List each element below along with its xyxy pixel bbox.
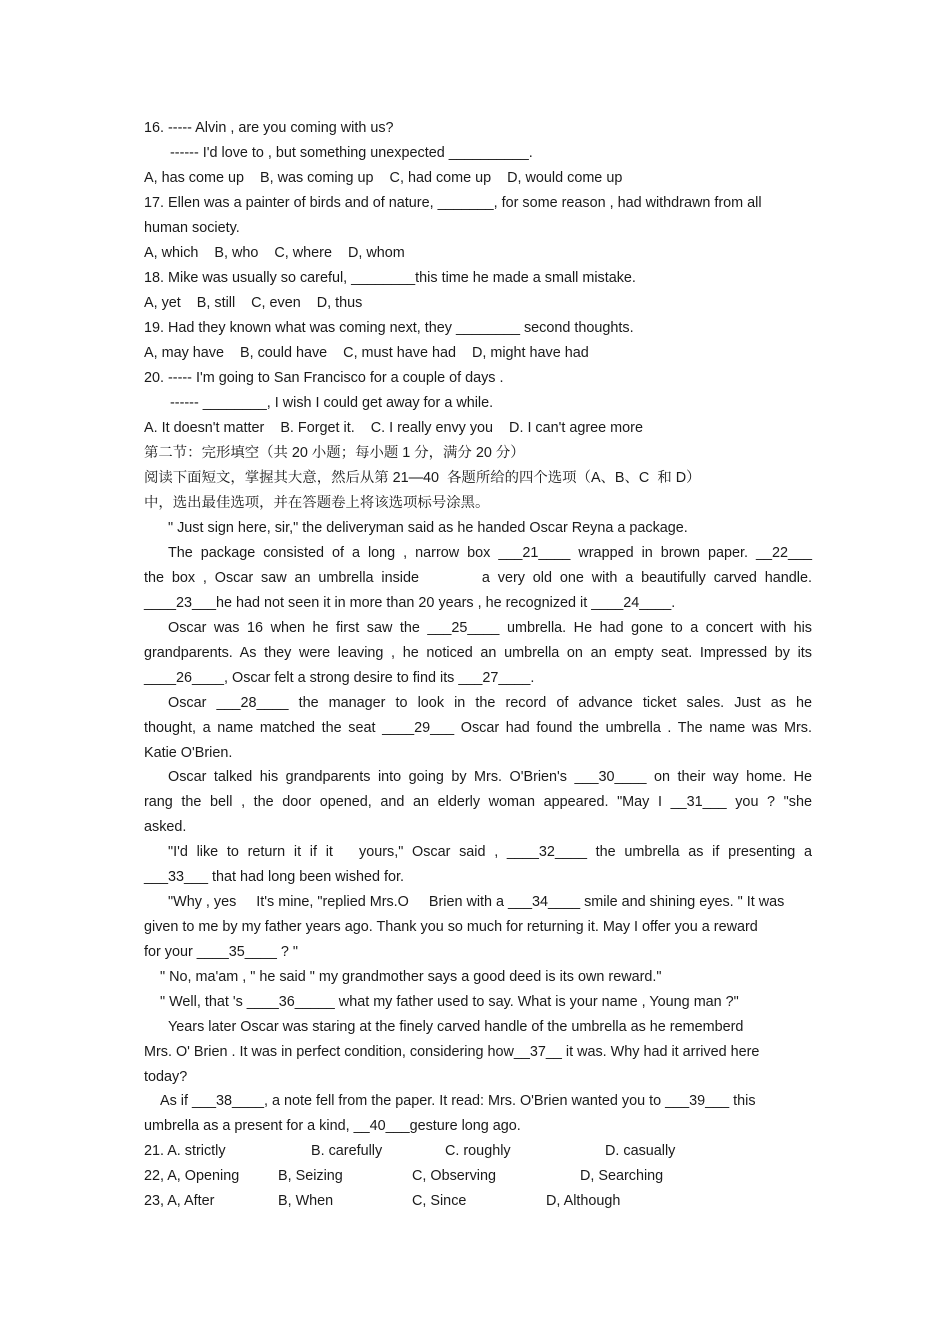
option-23-a: 23, A, After [144, 1193, 215, 1209]
question-17-cont: human society. [144, 220, 240, 236]
passage-line: "Why , yes It's mine, "replied Mrs.O Brien with a ___34____ smile and shining eyes. " It was [168, 894, 785, 910]
question-16-reply: ------ I'd love to , but something unexpected __________. [170, 145, 533, 161]
question-20-options: A. It doesn't matter B. Forget it. C. I really envy you D. I can't agree more [144, 420, 643, 436]
passage-line: ____23___he had not seen it in more than 20 years , he recognized it ____24____. [144, 595, 676, 611]
option-23-d: D, Although [546, 1193, 621, 1209]
question-16-options: A, has come up B, was coming up C, had come up D, would come up [144, 170, 623, 186]
question-16: 16. ----- Alvin , are you coming with us? [144, 120, 394, 136]
passage-line: " No, ma'am , " he said " my grandmother says a good deed is its own reward." [160, 969, 662, 985]
passage-line: As if ___38____, a note fell from the paper. It read: Mrs. O'Brien wanted you to ___39___ this [160, 1093, 756, 1109]
passage-line: for your ____35____ ? " [144, 944, 298, 960]
passage-line: ____26____, Oscar felt a strong desire to find its ___27____. [144, 670, 535, 686]
passage-line: rang the bell , the door opened, and an elderly woman appeared. "May I __31___ you ? "she [144, 794, 812, 810]
option-23-c: C, Since [412, 1193, 467, 1209]
question-20-reply: ------ ________, I wish I could get away for a while. [170, 395, 494, 411]
passage-line: The package consisted of a long , narrow box ___21____ wrapped in brown paper. __22___ [168, 545, 812, 561]
section-instructions: 阅读下面短文，掌握其大意，然后从第 21—40 各题所给的四个选项（A、B、C 和 D） [144, 470, 701, 486]
question-18-options: A, yet B, still C, even D, thus [144, 295, 363, 311]
passage-line: today? [144, 1069, 188, 1085]
passage-line: Years later Oscar was staring at the finely carved handle of the umbrella as he rememberd [168, 1019, 744, 1035]
passage-line: ___33___ that had long been wished for. [144, 869, 405, 885]
passage-line: "I'd like to return it if it yours," Oscar said , ____32____ the umbrella as if presenting a [168, 844, 812, 860]
question-20: 20. ----- I'm going to San Francisco for a couple of days . [144, 370, 504, 386]
question-18: 18. Mike was usually so careful, ________this time he made a small mistake. [144, 270, 636, 286]
question-17: 17. Ellen was a painter of birds and of nature, _______, for some reason , had withdrawn from all [144, 195, 762, 211]
passage-line: Mrs. O' Brien . It was in perfect condition, considering how__37__ it was. Why had it arrived here [144, 1044, 760, 1060]
option-22-d: D, Searching [580, 1168, 664, 1184]
option-21-b: B. carefully [311, 1143, 383, 1159]
option-21-a: 21. A. strictly [144, 1143, 226, 1159]
passage-line: asked. [144, 819, 187, 835]
passage-line: the box , Oscar saw an umbrella inside a very old one with a beautifully carved handle. [144, 570, 812, 586]
section-instructions-cont: 中，选出最佳选项，并在答题卷上将该选项标号涂黑。 [144, 495, 490, 511]
question-19-options: A, may have B, could have C, must have had D, might have had [144, 345, 589, 361]
option-21-d: D. casually [605, 1143, 676, 1159]
passage-line: Katie O'Brien. [144, 745, 233, 761]
passage-line: given to me by my father years ago. Thank you so much for returning it. May I offer you a reward [144, 919, 758, 935]
passage-line: thought, a name matched the seat ____29___ Oscar had found the umbrella . The name was Mrs. [144, 720, 812, 736]
question-19: 19. Had they known what was coming next, they ________ second thoughts. [144, 320, 634, 336]
passage-line: Oscar ___28____ the manager to look in the record of advance ticket sales. Just as he [168, 695, 812, 711]
option-23-b: B, When [278, 1193, 334, 1209]
passage-line: Oscar talked his grandparents into going by Mrs. O'Brien's ___30____ on their way home. He [168, 769, 812, 785]
question-17-options: A, which B, who C, where D, whom [144, 245, 405, 261]
option-22-c: C, Observing [412, 1168, 496, 1184]
option-22-a: 22, A, Opening [144, 1168, 240, 1184]
passage-line: umbrella as a present for a kind, __40___gesture long ago. [144, 1118, 521, 1134]
option-22-b: B, Seizing [278, 1168, 343, 1184]
passage-line: " Well, that 's ____36_____ what my father used to say. What is your name , Young man ?" [160, 994, 739, 1010]
passage-line: " Just sign here, sir," the deliveryman said as he handed Oscar Reyna a package. [168, 520, 688, 536]
section-heading: 第二节：完形填空（共 20 小题；每小题 1 分，满分 20 分） [144, 445, 525, 461]
passage-line: Oscar was 16 when he first saw the ___25____ umbrella. He had gone to a concert with his [168, 620, 812, 636]
passage-line: grandparents. As they were leaving , he noticed an umbrella on an empty seat. Impressed by its [144, 645, 812, 661]
option-21-c: C. roughly [445, 1143, 511, 1159]
